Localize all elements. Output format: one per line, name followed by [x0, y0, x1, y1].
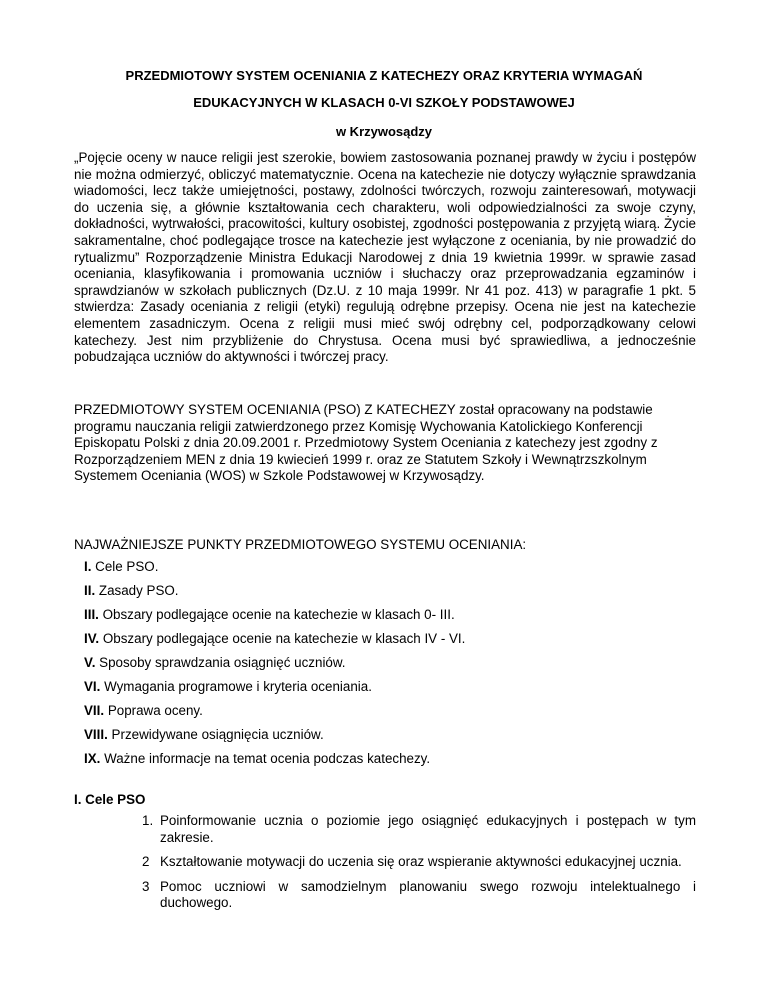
main-point-item: [84, 655, 465, 679]
main-point-number: III.: [84, 607, 99, 622]
goal-text: Kształtowanie motywacji do uczenia się oraz wspieranie aktywności edukacyjnej ucznia.: [160, 854, 682, 870]
main-point-number: I.: [84, 559, 92, 574]
goal-item: [142, 879, 696, 912]
main-point-number: IX.: [84, 751, 101, 766]
main-point-text: Poprawa oceny.: [104, 703, 203, 718]
main-point-text: Ważne informacje na temat ocenia podczas katechezy.: [100, 751, 431, 766]
main-points-heading: NAJWAŻNIEJSZE PUNKTY PRZEDMIOTOWEGO SYSTEMU OCENIANIA:: [74, 537, 527, 552]
main-point-number: V.: [84, 655, 96, 670]
main-point-text: Obszary podlegające ocenie na katechezie w klasach IV - VI.: [99, 631, 466, 646]
pso-description-paragraph: PRZEDMIOTOWY SYSTEM OCENIANIA (PSO) Z KATECHEZY został opracowany na podstawie programu nauczania religii zatwierdzonego przez Komisję Wychowania Katolickiego Konferencji Episkopatu Polski z dnia 20.09.2001 r. Przedmiotowy System Oceniania z katechezy jest zgodny z Rozporządzeniem MEN z dnia 19 kwiecień 1999 r. oraz ze Statutem Szkoły i Wewnątrzszkolnym Systemem Oceniania (WOS) w Szkole Podstawowej w Krzywosądzy.: [74, 402, 658, 484]
main-point-number: IV.: [84, 631, 100, 646]
main-point-number: VI.: [84, 679, 101, 694]
document-location: w Krzywosądzy: [335, 124, 433, 139]
main-point-item: [84, 583, 465, 607]
document-title-line-1: PRZEDMIOTOWY SYSTEM OCENIANIA Z KATECHEZY ORAZ KRYTERIA WYMAGAŃ: [125, 68, 643, 83]
goal-text: Pomoc uczniowi w samodzielnym planowaniu swego rozwoju intelektualnego i duchowego.: [160, 878, 696, 911]
main-point-item: [84, 751, 465, 775]
main-point-number: II.: [84, 583, 96, 598]
main-point-text: Wymagania programowe i kryteria oceniania.: [100, 679, 372, 694]
main-point-item: [84, 559, 465, 583]
goal-item: [142, 854, 696, 871]
main-point-text: Przewidywane osiągnięcia uczniów.: [107, 727, 324, 742]
section-1-title: I. Cele PSO: [74, 792, 146, 807]
main-point-text: Zasady PSO.: [95, 583, 179, 598]
main-point-text: Obszary podlegające ocenie na katechezie w klasach 0- III.: [98, 607, 455, 622]
section-1-goals-list: [142, 813, 696, 912]
goal-number: 2: [142, 854, 150, 870]
main-points-list: [84, 559, 465, 775]
main-point-number: VIII.: [84, 727, 108, 742]
main-point-item: [84, 631, 465, 655]
main-point-item: [84, 607, 465, 631]
main-point-item: [84, 703, 465, 727]
goal-number: 3: [142, 878, 150, 894]
intro-quote-paragraph: „Pojęcie oceny w nauce religii jest szerokie, bowiem zastosowania poznanej prawdy w życiu i postępów nie można odmierzyć, obliczyć matematycznie. Ocena na katechezie nie dotyczy wyłącznie sprawdzania wiadomości, lecz także umiejętności, postawy, zdolności twórczych, rozwoju zainteresowań, motywacji do uczenia się, a głównie kształtowania cech charakteru, woli odpowiedzialności za swoje czyny, dokładności, wytrwałości, pracowitości, kultury osobistej, zgodności postępowania z przyjętą wiarą. Życie sakramentalne, choć podlegające trosce na katechezie jest wyłączone z oceniania, by nie prowadzić do rytualizmu” Rozporządzenie Ministra Edukacji Narodowej z dnia 19 kwietnia 1999r. w sprawie zasad oceniania, klasyfikowania i promowania uczniów i słuchaczy oraz przeprowadzania egzaminów i sprawdzianów w szkołach publicznych (Dz.U. z 10 maja 1999r. Nr 41 poz. 413) w paragrafie 1 pkt. 5 stwierdza: Zasady oceniania z religii (etyki) regulują odrębne przepisy. Ocena nie jest na katechezie elementem zasadniczym. Ocena z religii musi mieć swój odrębny cel, podporządkowany celowi katechezy. Jest nim przybliżenie do Chrystusa. Ocena musi być sprawiedliwa, a jednocześnie pobudzająca uczniów do aktywności i twórczej pracy.: [74, 150, 696, 365]
goal-number: 1.: [142, 813, 154, 828]
document-title-line-2: EDUKACYJNYCH W KLASACH 0-VI SZKOŁY PODSTAWOWEJ: [193, 95, 575, 110]
main-point-item: [84, 679, 465, 703]
main-point-item: [84, 727, 465, 751]
goal-text: Poinformowanie ucznia o poziomie jego osiągnięć edukacyjnych i postępach w tym zakresie.: [160, 813, 696, 845]
goal-item: [142, 813, 696, 846]
main-point-number: VII.: [84, 703, 105, 718]
main-point-text: Sposoby sprawdzania osiągnięć uczniów.: [95, 655, 346, 670]
main-point-text: Cele PSO.: [91, 559, 159, 574]
